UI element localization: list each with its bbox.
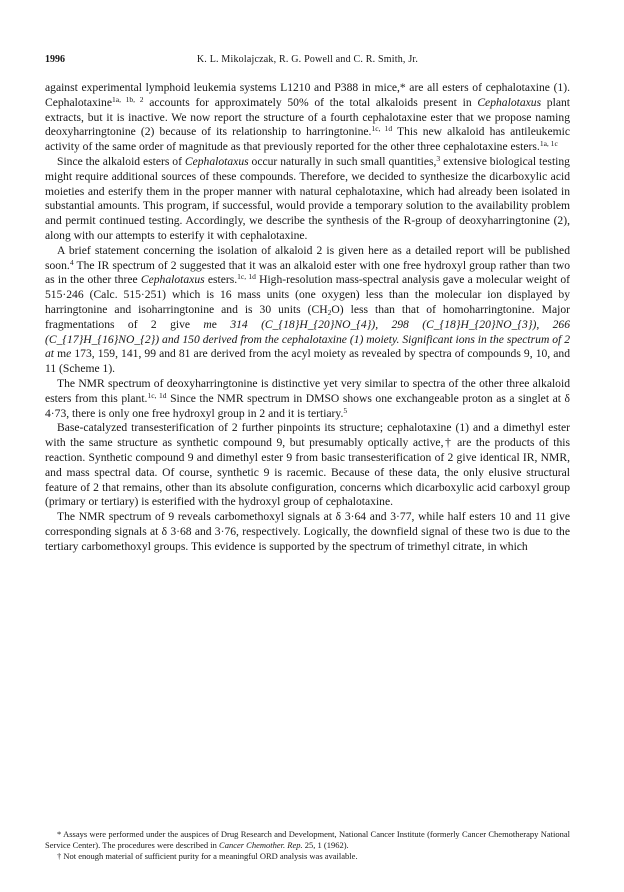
- running-head: K. L. Mikolajczak, R. G. Powell and C. R. Smith, Jr.: [196, 54, 419, 65]
- page-number: 1996: [45, 54, 65, 65]
- paragraph-5: Base-catalyzed transesterification of 2 further pinpoints its structure; cephalotaxine (1) and a dimethyl ester with the same structure as synthetic compound 9, but presumably optically active,† are the products of this reaction. Synthetic compound 9 and dimethyl ester 9 from basic transesterification of 2 give identical IR, NMR, and mass spectral data. Of course, synthetic 9 is racemic. Because of these data, the only elusive structural feature of 2 that remains, other than its absolute configuration, concerns which dicarboxylic acid carboxyl group (primary or tertiary) is esterified with the hydroxyl group of cephalotaxine.: [45, 421, 570, 509]
- footnote-assays: * Assays were performed under the auspices of Drug Research and Development, National Cancer Institute (formerly Cancer Chemotherapy National Service Center). The procedures were described in Cancer Chemother. Rep. 25, 1 (1962).: [45, 829, 570, 850]
- paragraph-2: Since the alkaloid esters of Cephalotaxus occur naturally in such small quantities,$^3$ extensive biological testing might require additional sources of these compounds. Therefore, we decided to synthesize the dicarboxylic acid moieties and esterify them in the proper manner with natural cephalotaxine, which had already been isolated in substantial amounts. This program, if successful, would provide a temporary solution to the availability problem and permit continued testing. Accordingly, we describe the synthesis of the R-group of deoxyharringtonine (2), along with our attempts to esterify it with cephalotaxine.: [45, 153, 570, 242]
- page-header: [45, 54, 570, 68]
- footnote-ord: † Not enough material of sufficient purity for a meaningful ORD analysis was available.: [57, 851, 358, 861]
- paragraph-6: The NMR spectrum of 9 reveals carbomethoxyl signals at δ 3·64 and 3·77, while half esters 10 and 11 give corresponding signals at δ 3·68 and 3·76, respectively. Logically, the downfield signal of these two is due to the tertiary carbomethoxyl groups. This evidence is supported by the spectrum of trimethyl citrate, in which: [45, 510, 570, 553]
- paragraph-4: The NMR spectrum of deoxyharringtonine is distinctive yet very similar to spectra of the other three alkaloid esters from this plant.$^{1c, 1d}$ Since the NMR spectrum in DMSO shows one exchangeable proton as a singlet at δ 4·73, there is only one free hydroxyl group in 2 and it is tertiary.$^5$: [45, 376, 570, 420]
- paragraph-3: A brief statement concerning the isolation of alkaloid 2 is given here as a detailed report will be published soon.$^4$ The IR spectrum of 2 suggested that it was an alkaloid ester with one free hydroxyl group rather than two as in the other three Cephalotaxus esters.$^{1c, 1d}$ High-resolution mass-spectral analysis gave a molecular weight of 515·246 (Calc. 515·251) which is 16 mass units (one oxygen) less than the molecular ion displayed by harringtonine and isoharringtonine and is 30 units $(CH_2O)$ less than that of homoharringtonine. Major fragmentations of 2 give me 314 (C_{18}H_{20}NO_{4}), 298 (C_{18}H_{20}NO_{3}), 266 (C_{17}H_{16}NO_{2}) and 150 derived from the cephalotaxine (1) moiety. Significant ions in the spectrum of 2 at me 173, 159, 141, 99 and 81 are derived from the acyl moiety as revealed by spectra of compounds 9, 10, and 11 (Scheme 1).: [45, 243, 570, 376]
- article-body: [45, 81, 570, 555]
- footnotes: [45, 829, 570, 862]
- paragraph-1: against experimental lymphoid leukemia systems L1210 and P388 in mice,* are all esters of cephalotaxine (1). Cephalotaxine$^{1a, 1b, 2}$ accounts for approximately 50% of the total alkaloids present in Cephalotaxus plant extracts, but it is inactive. We now report the structure of a fourth cephalotaxine ester that we propose naming deoxyharringtonine (2) because of its relationship to harringtonine.$^{1c, 1d}$ This new alkaloid has antileukemic activity of the same order of magnitude as that previously reported for the other three cephalotaxine esters.$^{1a, 1c}$: [45, 81, 571, 154]
